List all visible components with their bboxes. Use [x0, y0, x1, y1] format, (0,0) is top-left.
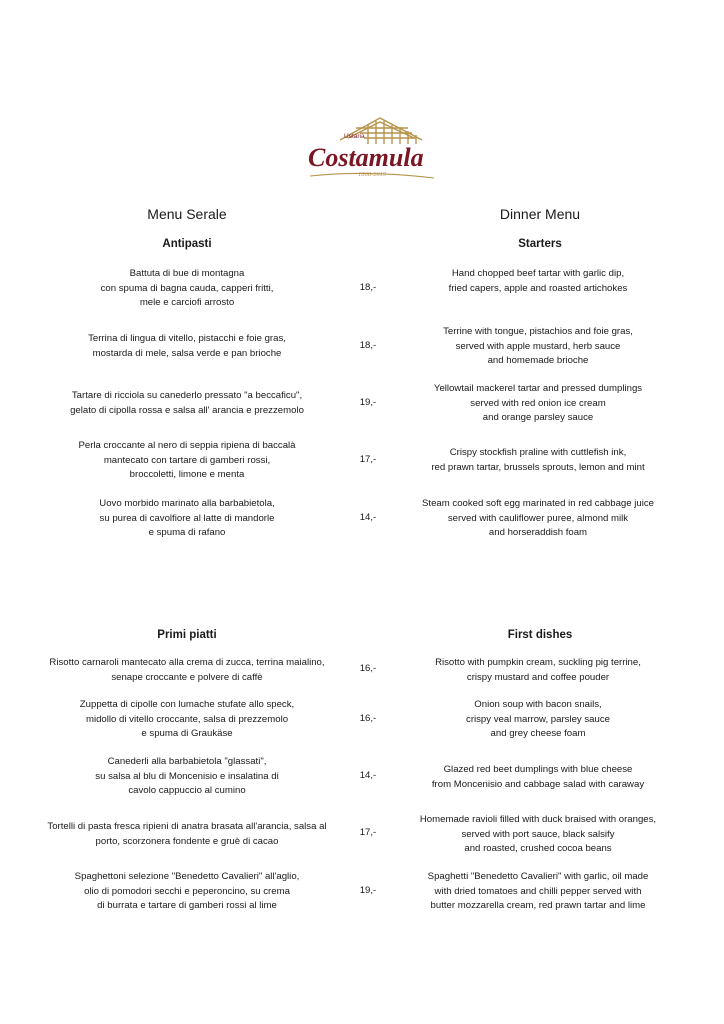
dish-english: Hand chopped beef tartar with garlic dip, fried capers, apple and roasted artichokes	[448, 268, 628, 294]
dish-english: Glazed red beet dumplings with blue cheese from Moncenisio and cabbage salad with caraway	[431, 764, 645, 790]
dish-price: 17,-	[359, 454, 377, 465]
logo-since: 1868-2019	[358, 171, 387, 178]
dish-price: 18,-	[359, 282, 377, 293]
dish-price: 19,-	[359, 397, 377, 408]
dish-italian: Tartare di ricciola su canederlo pressato "a beccaficu", gelato di cipolla rossa e salsa all' arancia e prezzemolo	[70, 390, 304, 416]
dish-english: Terrine with tongue, pistachios and foie gras, served with apple mustard, herb sauce and homemade brioche	[443, 326, 633, 367]
menu-title-english: Dinner Menu	[499, 206, 581, 222]
dish-price: 16,-	[359, 713, 377, 724]
dish-price: 14,-	[359, 770, 377, 781]
dish-english: Risotto with pumpkin cream, suckling pig terrine, crispy mustard and coffee pouder	[435, 657, 641, 683]
dish-english: Crispy stockfish praline with cuttlefish ink, red prawn tartar, brussels sprouts, lemon and mint	[431, 447, 645, 473]
logo-wordmark: Costamula	[308, 143, 424, 172]
dish-italian: Tortelli di pasta fresca ripieni di anatra brasata all'arancia, salsa al porto, scorzonera fondente e gruè di cacao	[47, 821, 327, 847]
dish-price: 16,-	[359, 663, 377, 674]
dish-italian: Battuta di bue di montagna con spuma di bagna cauda, capperi fritti, mele e carciofi arrosto	[100, 268, 274, 309]
house-icon	[340, 118, 422, 144]
dish-english: Steam cooked soft egg marinated in red cabbage juice served with cauliflower puree, almond milk and horseraddish foam	[422, 498, 654, 539]
section-heading-antipasti: Antipasti	[162, 238, 212, 250]
dish-italian: Canederli alla barbabietola "glassati", su salsa al blu di Moncenisio e insalatina di cavolo cappuccio al cumino	[95, 756, 279, 797]
dish-italian: Terrina di lingua di vitello, pistacchi e foie gras, mostarda di mele, salsa verde e pan brioche	[88, 333, 286, 359]
menu-title-italian: Menu Serale	[147, 206, 227, 222]
dish-price: 19,-	[359, 885, 377, 896]
section-heading-starters: Starters	[518, 238, 562, 250]
dish-italian: Perla croccante al nero di seppia ripiena di baccalà mantecato con tartare di gamberi rossi, broccoletti, limone e menta	[78, 440, 296, 481]
logo-small-text: Ustaria	[344, 133, 365, 140]
section-heading-first-dishes: First dishes	[507, 629, 573, 641]
dish-italian: Spaghettoni selezione "Benedetto Cavalieri" all'aglio, olio di pomodori secchi e peperoncino, su crema di burrata e tartare di gamberi rossi al lime	[74, 871, 300, 912]
dish-english: Onion soup with bacon snails, crispy veal marrow, parsley sauce and grey cheese foam	[466, 699, 610, 740]
restaurant-logo	[304, 114, 438, 186]
dish-italian: Uovo morbido marinato alla barbabietola, su purea di cavolfiore al latte di mandorle e spuma di rafano	[99, 498, 275, 539]
dish-price: 14,-	[359, 512, 377, 523]
dish-italian: Risotto carnaroli mantecato alla crema di zucca, terrina maialino, senape croccante e polvere di caffè	[49, 657, 325, 683]
dish-price: 17,-	[359, 827, 377, 838]
dish-italian: Zuppetta di cipolle con lumache stufate allo speck, midollo di vitello croccante, salsa di prezzemolo e spuma di Graukäse	[79, 699, 295, 740]
dish-english: Homemade ravioli filled with duck braised with oranges, served with port sauce, black salsify and roasted, crushed cocoa beans	[419, 814, 657, 855]
dish-english: Yellowtail mackerel tartar and pressed dumplings served with red onion ice cream and orange parsley sauce	[433, 383, 643, 424]
dish-price: 18,-	[359, 340, 377, 351]
section-heading-primi-piatti: Primi piatti	[157, 629, 217, 641]
dish-english: Spaghetti "Benedetto Cavalieri" with garlic, oil made with dried tomatoes and chilli pepper served with butter mozzarella cream, red prawn tartar and lime	[427, 871, 649, 912]
